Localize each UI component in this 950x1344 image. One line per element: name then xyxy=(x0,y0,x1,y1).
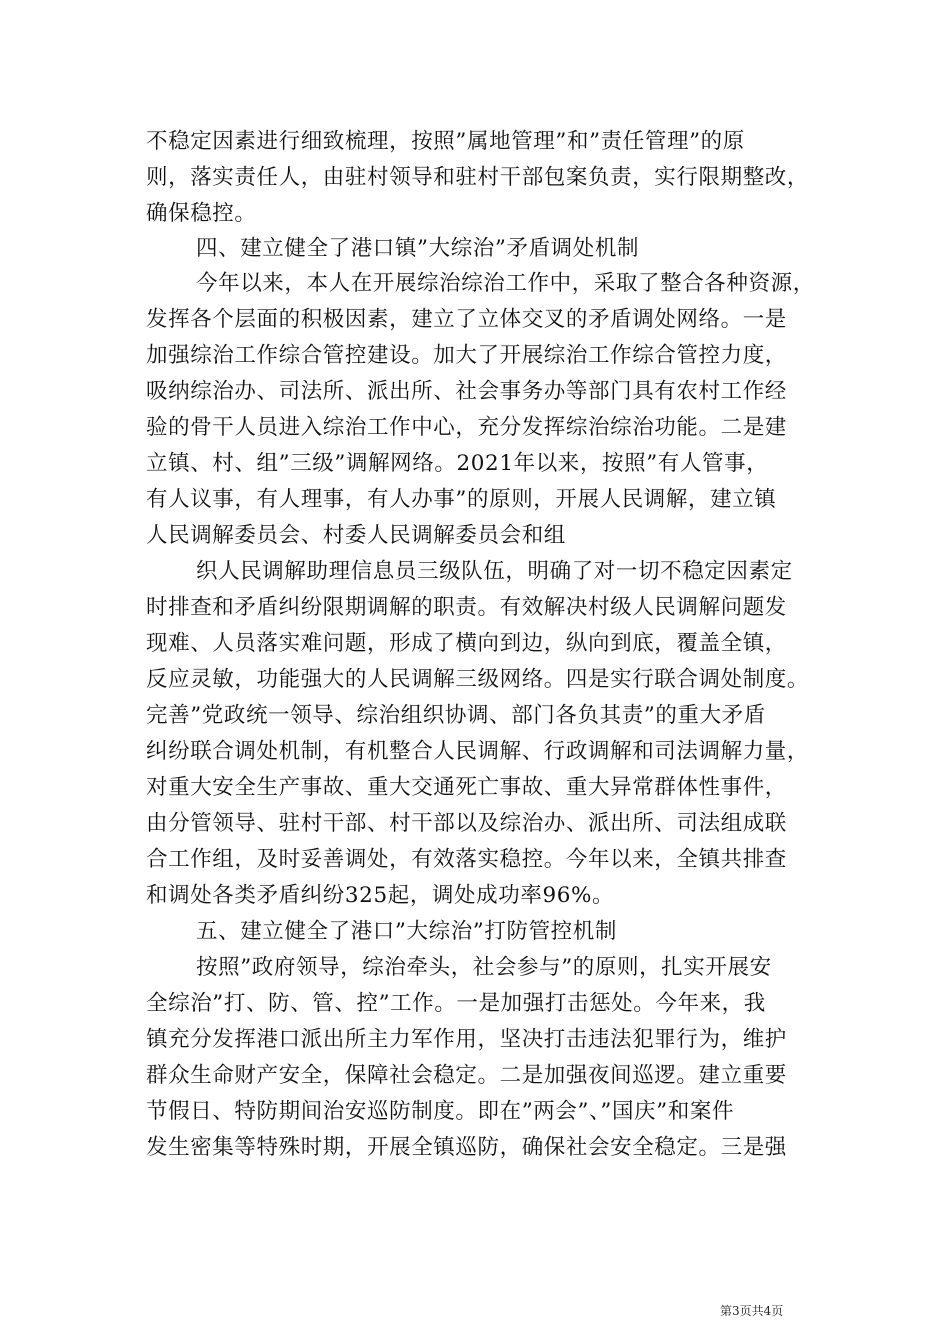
text-line: 节假日、特防期间治安巡防制度。即在”两会”、”国庆”和案件 xyxy=(146,1099,735,1124)
page-number: 第3页共4页 xyxy=(720,1304,784,1318)
section-heading: 四、建立健全了港口镇”大综治”矛盾调处机制 xyxy=(196,236,640,261)
text-line: 今年以来，本人在开展综治综治工作中，采取了整合各种资源， xyxy=(196,271,815,296)
text-line: 不稳定因素进行细致梳理，按照”属地管理”和”责任管理”的原 xyxy=(146,129,745,154)
text-line: 纠纷联合调处机制，有机整合人民调解、行政调解和司法调解力量， xyxy=(146,739,810,764)
text-line: 人民调解委员会、村委人民调解委员会和组 xyxy=(146,523,566,548)
text-line: 确保稳控。 xyxy=(146,201,257,226)
text-line: 由分管领导、驻村干部、村干部以及综治办、派出所、司法组成联 xyxy=(146,811,787,836)
text-line: 有人议事，有人理事，有人办事”的原则，开展人民调解，建立镇 xyxy=(146,487,777,512)
text-line: 时排查和矛盾纠纷限期调解的职责。有效解决村级人民调解问题发 xyxy=(146,595,787,620)
text-line: 反应灵敏，功能强大的人民调解三级网络。四是实行联合调处制度。 xyxy=(146,667,810,692)
text-line: 发挥各个层面的积极因素，建立了立体交叉的矛盾调处网络。一是 xyxy=(146,307,787,332)
text-line: 和调处各类矛盾纠纷325起，调处成功率96%。 xyxy=(146,883,615,908)
text-line: 群众生命财产安全，保障社会稳定。二是加强夜间巡逻。建立重要 xyxy=(146,1063,787,1088)
text-line: 完善”党政统一领导、综治组织协调、部门各负其责”的重大矛盾 xyxy=(146,703,766,728)
text-line: 发生密集等特殊时期，开展全镇巡防，确保社会安全稳定。三是强 xyxy=(146,1135,787,1160)
section-heading: 五、建立健全了港口”大综治”打防管控机制 xyxy=(196,919,617,944)
text-line: 吸纳综治办、司法所、派出所、社会事务办等部门具有农村工作经 xyxy=(146,379,787,404)
text-line: 立镇、村、组”三级”调解网络。2021年以来，按照”有人管事， xyxy=(146,451,769,476)
text-line: 则，落实责任人，由驻村领导和驻村干部包案负责，实行限期整改， xyxy=(146,165,810,190)
text-line: 织人民调解助理信息员三级队伍，明确了对一切不稳定因素定 xyxy=(196,559,793,584)
text-line: 加强综治工作综合管控建设。加大了开展综治工作综合管控力度， xyxy=(146,343,787,368)
text-line: 现难、人员落实难问题，形成了横向到边，纵向到底，覆盖全镇， xyxy=(146,631,787,656)
text-line: 验的骨干人员进入综治工作中心，充分发挥综治综治功能。二是建 xyxy=(146,415,787,440)
text-line: 镇充分发挥港口派出所主力军作用，坚决打击违法犯罪行为，维护 xyxy=(146,1027,787,1052)
text-line: 全综治”打、防、管、控”工作。一是加强打击惩处。今年来，我 xyxy=(146,991,766,1016)
text-line: 对重大安全生产事故、重大交通死亡事故、重大异常群体性事件， xyxy=(146,775,787,800)
text-line: 按照”政府领导，综治牵头，社会参与”的原则，扎实开展安 xyxy=(196,955,772,980)
text-line: 合工作组，及时妥善调处，有效落实稳控。今年以来，全镇共排查 xyxy=(146,847,787,872)
